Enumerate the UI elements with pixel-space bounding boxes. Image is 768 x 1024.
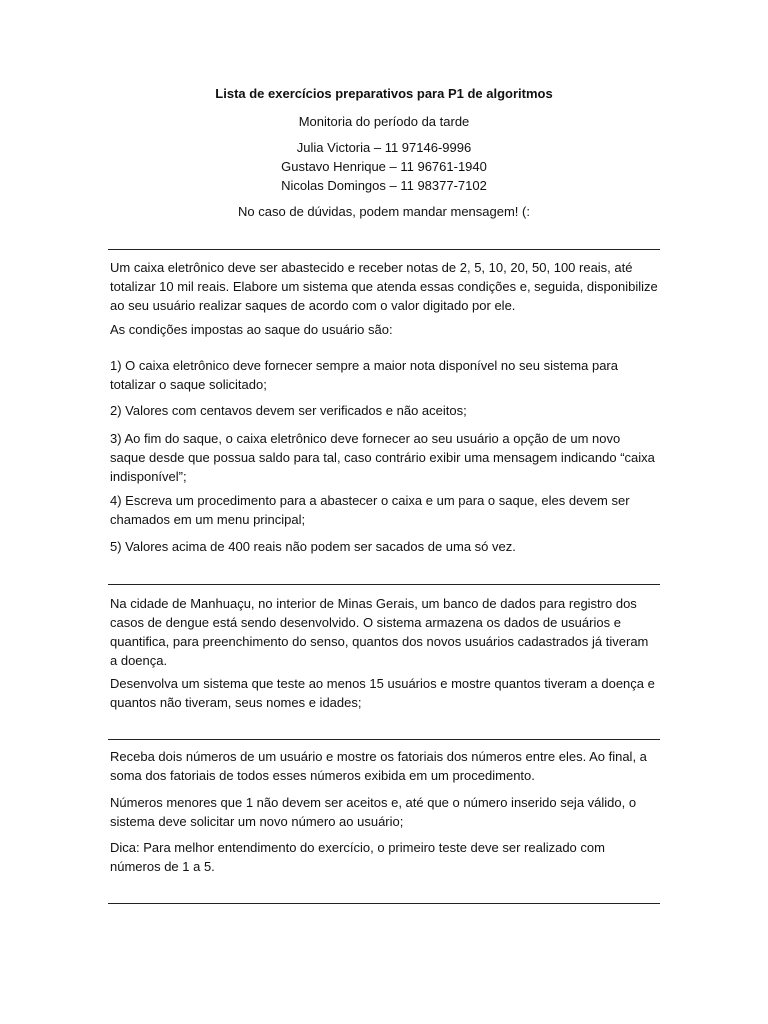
section-divider xyxy=(108,249,660,250)
exercise-1-condition: 1) O caixa eletrônico deve fornecer sempre a maior nota disponível no seu sistema para totalizar o saque solicitado; xyxy=(110,358,618,392)
exercise-2-paragraph: Na cidade de Manhuaçu, no interior de Minas Gerais, um banco de dados para registro dos casos de dengue está sendo desenvolvido. O sistema armazena os dados de usuários e quantifica, para preenchimento do senso, quantos dos novos usuários cadastrados já tiveram a doença. xyxy=(110,596,649,668)
contact-line: Gustavo Henrique – 11 96761-1940 xyxy=(281,159,487,174)
exercise-1-condition: 4) Escreva um procedimento para a abastecer o caixa e um para o saque, eles devem ser chamados em um menu principal; xyxy=(110,493,630,527)
exercise-1-condition: 3) Ao fim do saque, o caixa eletrônico deve fornecer ao seu usuário a opção de um novo saque desde que possua saldo para tal, caso contrário exibir uma mensagem indicando “caixa indisponível”; xyxy=(110,431,655,484)
section-divider xyxy=(108,903,660,904)
exercise-1-condition: 5) Valores acima de 400 reais não podem ser sacados de uma só vez. xyxy=(110,539,516,554)
exercise-3-paragraph: Receba dois números de um usuário e mostre os fatoriais dos números entre eles. Ao final, a soma dos fatoriais de todos esses números exibida em um procedimento. xyxy=(110,749,647,783)
exercise-1-intro: Um caixa eletrônico deve ser abastecido e receber notas de 2, 5, 10, 20, 50, 100 reais, até totalizar 10 mil reais. Elabore um sistema que atenda essas condições e, seguida, disponibilize ao seu usuário realizar saques de acordo com o valor digitado por ele. xyxy=(110,260,658,313)
section-divider xyxy=(108,739,660,740)
exercise-3-paragraph: Números menores que 1 não devem ser aceitos e, até que o número inserido seja válido, o sistema deve solicitar um novo número ao usuário; xyxy=(110,795,637,829)
section-divider xyxy=(108,584,660,585)
contact-line: Julia Victoria – 11 97146-9996 xyxy=(296,140,472,155)
exercise-1-conditions-heading: As condições impostas ao saque do usuário são: xyxy=(110,322,393,337)
contact-list xyxy=(108,138,660,195)
document-subtitle: Monitoria do período da tarde xyxy=(298,114,470,129)
document-title: Lista de exercícios preparativos para P1 de algoritmos xyxy=(215,86,553,101)
exercise-3-paragraph: Dica: Para melhor entendimento do exercício, o primeiro teste deve ser realizado com números de 1 a 5. xyxy=(110,840,605,874)
contact-line: Nicolas Domingos – 11 98377-7102 xyxy=(281,178,487,193)
contact-note: No caso de dúvidas, podem mandar mensagem! (: xyxy=(238,204,530,219)
exercise-1-condition: 2) Valores com centavos devem ser verificados e não aceitos; xyxy=(110,403,467,418)
exercise-2-paragraph: Desenvolva um sistema que teste ao menos 15 usuários e mostre quantos tiveram a doença e quantos não tiveram, seus nomes e idades; xyxy=(110,676,655,710)
